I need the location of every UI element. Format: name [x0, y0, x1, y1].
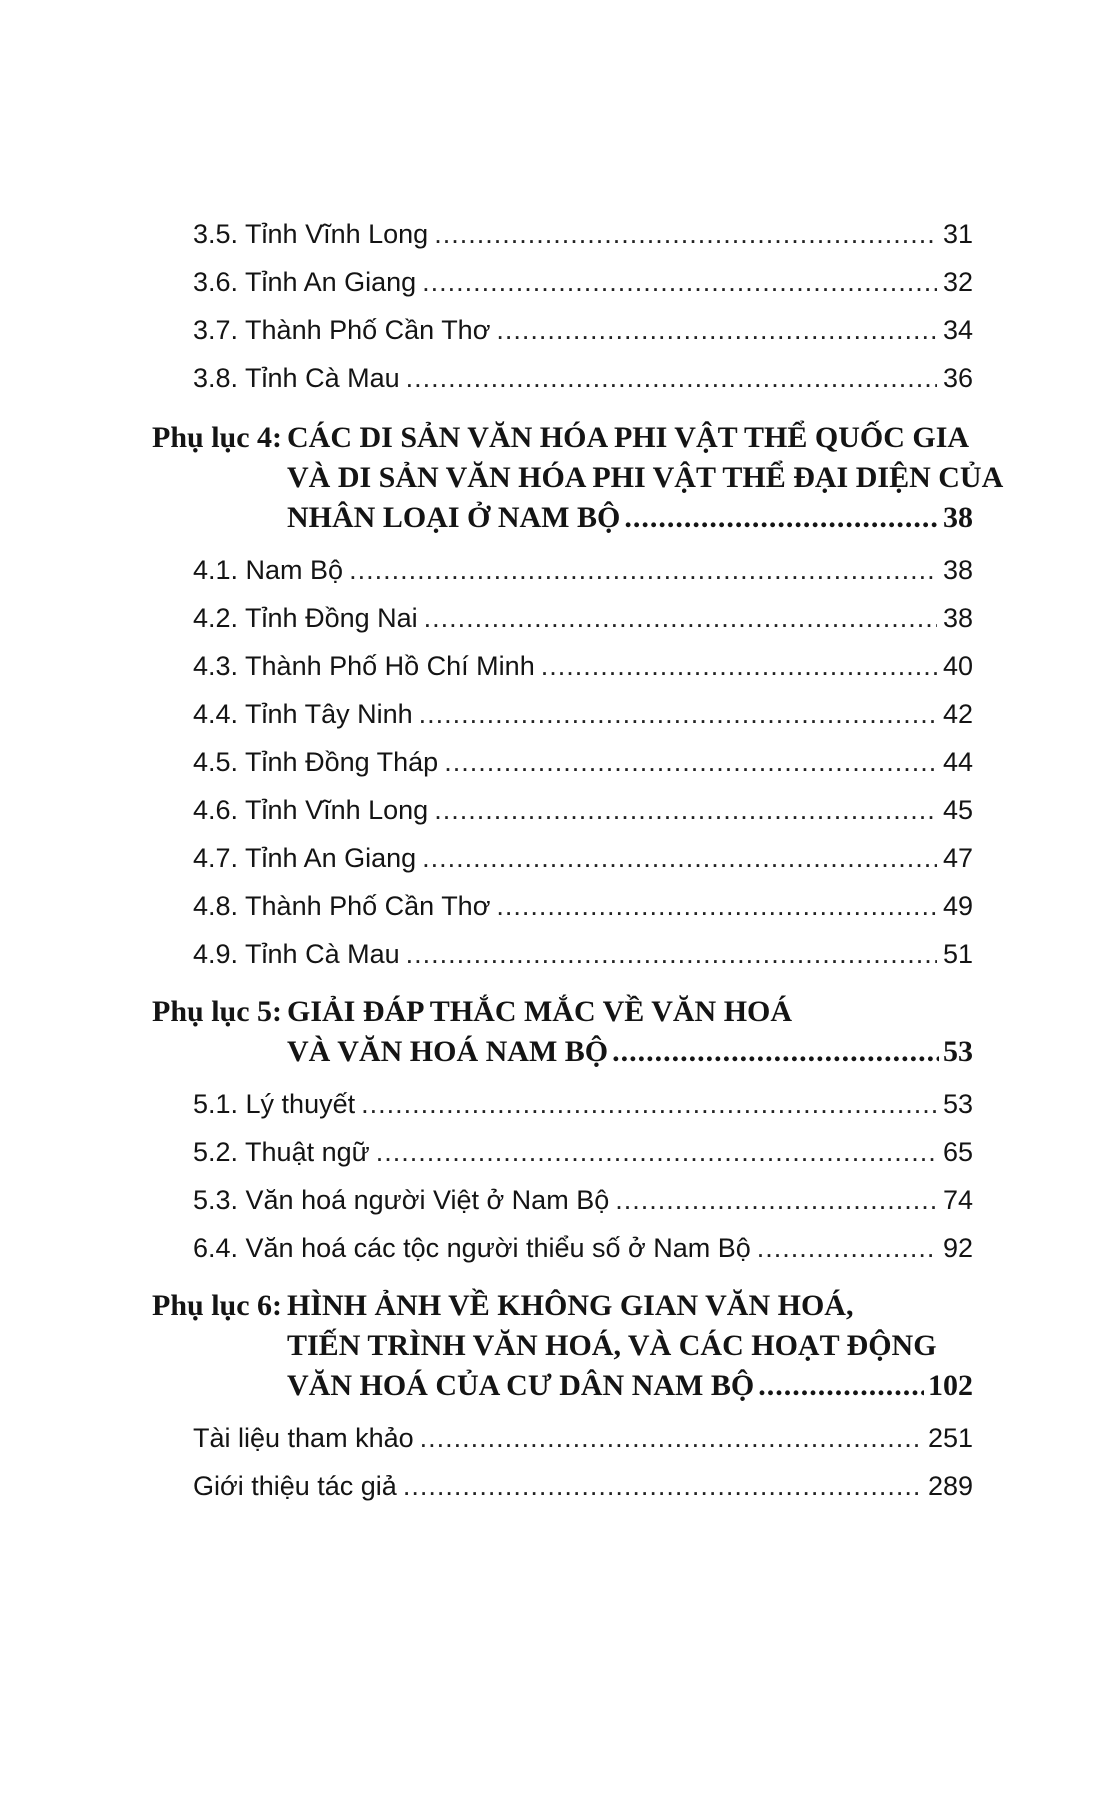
toc-entry-label: 5.1. Lý thuyết	[193, 1089, 356, 1119]
toc-entry	[193, 840, 973, 876]
toc-entry	[193, 696, 973, 732]
toc-entry-page: 251	[927, 1423, 973, 1453]
appendix-title-text: CÁC DI SẢN VĂN HÓA PHI VẬT THỂ QUỐC GIA	[287, 421, 970, 454]
toc-entry-label: 4.9. Tỉnh Cà Mau	[193, 939, 400, 969]
appendix-title-text: GIẢI ĐÁP THẮC MẮC VỀ VĂN HOÁ	[287, 995, 793, 1028]
toc-entry-page: 32	[942, 267, 973, 297]
appendix-heading	[152, 1286, 973, 1408]
appendix-page: 102	[928, 1369, 973, 1402]
dot-leader	[419, 696, 937, 732]
appendix-title-text: TIẾN TRÌNH VĂN HOÁ, VÀ CÁC HOẠT ĐỘNG	[287, 1329, 937, 1362]
toc-entry-page: 44	[942, 747, 973, 777]
toc-entry	[193, 1230, 973, 1266]
toc-entry-label: Giới thiệu tác giả	[193, 1471, 397, 1501]
toc-entry-label: 4.3. Thành Phố Hồ Chí Minh	[193, 651, 535, 681]
toc-entry-label: 5.3. Văn hoá người Việt ở Nam Bộ	[193, 1185, 610, 1215]
dot-leader	[496, 312, 937, 348]
toc-entry-label: 4.2. Tỉnh Đồng Nai	[193, 603, 418, 633]
toc-entry	[193, 216, 973, 252]
dot-leader	[406, 936, 937, 972]
dot-leader	[434, 216, 937, 252]
appendix-prefix: Phụ lục 6:	[152, 1289, 283, 1322]
appendix-title-line	[287, 458, 1004, 498]
toc-entry-label: 4.4. Tỉnh Tây Ninh	[193, 699, 413, 729]
toc-entry-label: 6.4. Văn hoá các tộc người thiểu số ở Nam Bộ	[193, 1233, 751, 1263]
toc-entry	[193, 888, 973, 924]
toc-entry	[193, 1468, 973, 1504]
toc-entry-page: 74	[942, 1185, 973, 1215]
toc-entry	[193, 1182, 973, 1218]
dot-leader	[612, 1032, 939, 1072]
toc-entry-label: 4.1. Nam Bộ	[193, 555, 344, 585]
toc-entry-label: 3.6. Tỉnh An Giang	[193, 267, 417, 297]
toc-entry	[193, 1134, 973, 1170]
toc-entry-page: 36	[942, 363, 973, 393]
appendix-title-line	[287, 1326, 973, 1366]
appendix-title-line	[287, 498, 973, 538]
toc-entry-label: 4.5. Tỉnh Đồng Tháp	[193, 747, 439, 777]
toc-entry-page: 289	[927, 1471, 973, 1501]
toc-entry-page: 49	[942, 891, 973, 921]
dot-leader	[615, 1182, 937, 1218]
dot-leader	[349, 552, 937, 588]
appendix-page: 38	[943, 501, 973, 534]
toc-entry	[193, 792, 973, 828]
dot-leader	[757, 1230, 937, 1266]
toc-entry-label: 3.7. Thành Phố Cần Thơ	[193, 315, 491, 345]
toc-entry-label: 5.2. Thuật ngữ	[193, 1137, 370, 1167]
toc-entry-page: 42	[942, 699, 973, 729]
appendix-title-text: VĂN HOÁ CỦA CƯ DÂN NAM BỘ	[287, 1369, 755, 1402]
appendix-title-line	[287, 1286, 973, 1326]
toc-entry	[193, 552, 973, 588]
appendix-heading	[152, 992, 973, 1074]
dot-leader	[406, 360, 937, 396]
toc-entry-page: 51	[942, 939, 973, 969]
dot-leader	[624, 498, 939, 538]
toc-entry-page: 92	[942, 1233, 973, 1263]
dot-leader	[541, 648, 937, 684]
dot-leader	[758, 1366, 924, 1406]
dot-leader	[361, 1086, 937, 1122]
toc-entry-page: 47	[942, 843, 973, 873]
toc-entry	[193, 360, 973, 396]
appendix-heading	[152, 418, 1004, 540]
appendix-title-line	[287, 1032, 973, 1072]
appendix-title-text: NHÂN LOẠI Ở NAM BỘ	[287, 501, 621, 534]
toc-entry-label: 4.6. Tỉnh Vĩnh Long	[193, 795, 429, 825]
toc-entry-label: 3.5. Tỉnh Vĩnh Long	[193, 219, 429, 249]
toc-entry-label: 4.8. Thành Phố Cần Thơ	[193, 891, 491, 921]
toc-entry-page: 65	[942, 1137, 973, 1167]
appendix-page: 53	[943, 1035, 973, 1068]
toc-entry-page: 31	[942, 219, 973, 249]
dot-leader	[422, 264, 937, 300]
toc-entry	[193, 744, 973, 780]
appendix-title-line	[287, 418, 973, 458]
appendix-prefix: Phụ lục 5:	[152, 995, 283, 1028]
dot-leader	[434, 792, 937, 828]
toc-entry	[193, 1420, 973, 1456]
toc-entry	[193, 600, 973, 636]
appendix-prefix: Phụ lục 4:	[152, 421, 283, 454]
dot-leader	[444, 744, 937, 780]
toc-entry	[193, 648, 973, 684]
toc-entry	[193, 264, 973, 300]
dot-leader	[376, 1134, 937, 1170]
toc-entry	[193, 1086, 973, 1122]
dot-leader	[420, 1420, 922, 1456]
dot-leader	[496, 888, 937, 924]
dot-leader	[403, 1468, 922, 1504]
dot-leader	[424, 600, 937, 636]
toc-entry-page: 45	[942, 795, 973, 825]
toc-entry	[193, 312, 973, 348]
toc-entry-label: Tài liệu tham khảo	[193, 1423, 414, 1453]
dot-leader	[422, 840, 937, 876]
appendix-title-line	[287, 992, 973, 1032]
toc-entry-page: 38	[942, 555, 973, 585]
toc-entry-page: 38	[942, 603, 973, 633]
toc-entry-page: 34	[942, 315, 973, 345]
toc-entry-label: 3.8. Tỉnh Cà Mau	[193, 363, 400, 393]
appendix-title-text: VÀ DI SẢN VĂN HÓA PHI VẬT THỂ ĐẠI DIỆN CỦA	[287, 461, 1004, 494]
toc-entry-label: 4.7. Tỉnh An Giang	[193, 843, 417, 873]
appendix-title-text: VÀ VĂN HOÁ NAM BỘ	[287, 1035, 609, 1068]
toc-entry-page: 53	[942, 1089, 973, 1119]
appendix-title-line	[287, 1366, 973, 1406]
toc-entry	[193, 936, 973, 972]
appendix-title-text: HÌNH ẢNH VỀ KHÔNG GIAN VĂN HOÁ,	[287, 1289, 854, 1322]
toc-entry-page: 40	[942, 651, 973, 681]
